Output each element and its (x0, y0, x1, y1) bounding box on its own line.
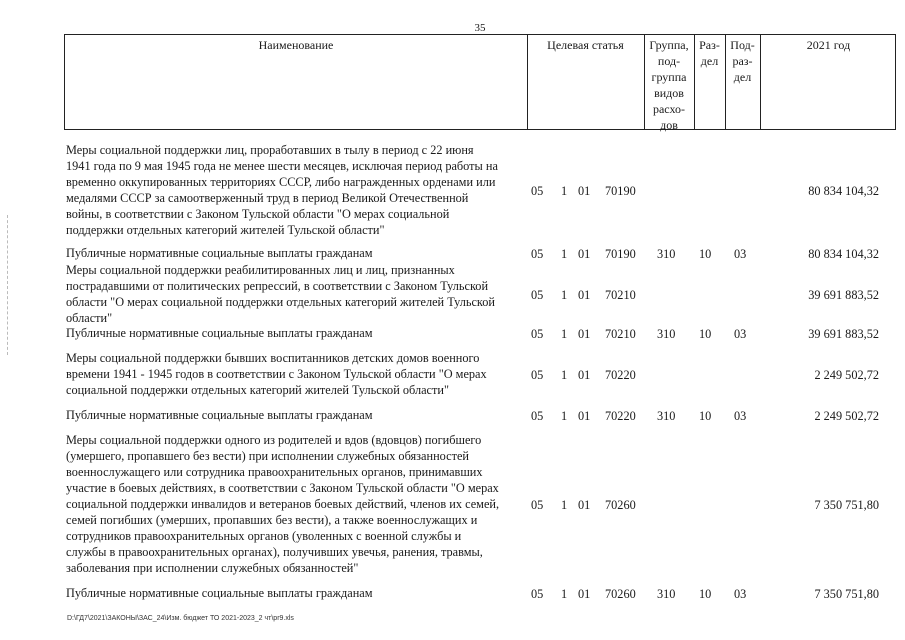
row-name-line: Меры социальной поддержки лиц, проработавших в тылу в период с 22 июня (66, 143, 474, 157)
table-header (64, 34, 896, 130)
scan-margin-mark (7, 215, 10, 355)
page-number: 35 (474, 22, 486, 34)
table-row (64, 585, 896, 601)
table-row (64, 262, 896, 326)
code-program: 05 (531, 498, 544, 512)
amount-2021: 7 350 751,80 (814, 498, 879, 512)
header-group-line: под- (657, 54, 681, 68)
row-name-line: Публичные нормативные социальные выплаты гражданам (66, 246, 373, 260)
code-direction: 70260 (605, 498, 636, 512)
code-section: 10 (699, 587, 712, 601)
code-section: 10 (699, 409, 712, 423)
header-group (644, 35, 694, 132)
code-expense-group: 310 (657, 247, 676, 261)
code-program: 05 (531, 409, 544, 423)
row-name-line: поддержки отдельных категорий жителей Тульской области" (66, 223, 385, 237)
code-direction: 70220 (605, 409, 636, 423)
header-group-line: Группа, (649, 38, 689, 52)
amount-2021: 80 834 104,32 (808, 184, 879, 198)
code-subprogram: 1 (561, 409, 568, 423)
header-section (694, 35, 725, 129)
code-program: 05 (531, 368, 544, 382)
row-name-line: Меры социальной поддержки одного из родителей и вдов (вдовцов) погибшего (66, 433, 482, 447)
row-name-line: Меры социальной поддержки бывших воспитанников детских домов военного (66, 351, 480, 365)
row-name-line: пострадавшими от политических репрессий, в соответствии с Законом Тульской (66, 279, 489, 293)
code-direction: 70220 (605, 368, 636, 382)
file-path-footer: D:\ГД7\2021\ЗАКОНЫ\ЗАС_24\Изм. бюджет ТО 2021-2023_2 чт\pr9.xls (67, 615, 294, 622)
header-subsection-line: раз- (732, 54, 753, 68)
code-subsection: 03 (734, 409, 747, 423)
code-main-activity: 01 (578, 409, 591, 423)
code-subprogram: 1 (561, 498, 568, 512)
code-direction: 70260 (605, 587, 636, 601)
code-program: 05 (531, 247, 544, 261)
row-name-line: времени 1941 - 1945 годов в соответствии с Законом Тульской области "О мерах (66, 367, 487, 381)
row-name-line: заболевания при исполнении служебных обязанностей" (66, 561, 359, 575)
row-name-line: участие в боевых действиях, в соответствии с Законом Тульской области "О мерах (66, 481, 499, 495)
row-name-line: (умершего, пропавшего без вести) при исполнении служебных обязанностей (66, 449, 469, 463)
row-name-line: службы в правоохранительных органах), получивших увечья, ранения, травмы, (66, 545, 483, 559)
row-name-line: войны, в соответствии с Законом Тульской области "О мерах социальной (66, 207, 450, 221)
code-main-activity: 01 (578, 184, 591, 198)
amount-2021: 39 691 883,52 (808, 327, 879, 341)
header-subsection (725, 35, 760, 129)
code-expense-group: 310 (657, 327, 676, 341)
code-expense-group: 310 (657, 587, 676, 601)
code-direction: 70210 (605, 288, 636, 302)
header-subsection-line: дел (733, 70, 752, 84)
amount-2021: 2 249 502,72 (814, 368, 879, 382)
amount-2021: 80 834 104,32 (808, 247, 879, 261)
row-name (66, 585, 524, 601)
header-target: Целевая статья (547, 38, 624, 52)
code-main-activity: 01 (578, 587, 591, 601)
code-program: 05 (531, 184, 544, 198)
row-name (66, 245, 524, 261)
header-section-line: дел (700, 54, 719, 68)
header-group-line: группа (651, 70, 687, 84)
row-name-line: социальной поддержки отдельных категорий жителей Тульской области" (66, 383, 449, 397)
code-subprogram: 1 (561, 368, 568, 382)
header-group-line: расхо- (652, 102, 686, 116)
row-name-line: социальной поддержки инвалидов и ветеранов боевых действий, членов их семей, (66, 497, 500, 511)
table-row (64, 325, 896, 341)
row-name-line: военнослужащего или сотрудника правоохранительных органов, принимавших (66, 465, 483, 479)
row-name-line: Публичные нормативные социальные выплаты гражданам (66, 326, 373, 340)
header-section-line: Раз- (699, 38, 720, 52)
amount-2021: 7 350 751,80 (814, 587, 879, 601)
code-main-activity: 01 (578, 498, 591, 512)
row-name (66, 142, 524, 238)
code-subsection: 03 (734, 587, 747, 601)
code-section: 10 (699, 327, 712, 341)
header-group-line: дов (660, 118, 678, 132)
row-name-line: семей погибших (умерших, пропавших без вести), а также военнослужащих и (66, 513, 478, 527)
table-row (64, 142, 896, 238)
row-name-line: области "О мерах социальной поддержки отдельных категорий жителей Тульской (66, 295, 496, 309)
amount-2021: 39 691 883,52 (808, 288, 879, 302)
code-section: 10 (699, 247, 712, 261)
row-name-line: Публичные нормативные социальные выплаты гражданам (66, 408, 373, 422)
row-name-line: медалями СССР за самоотверженный труд в период Великой Отечественной (66, 191, 469, 205)
code-direction: 70190 (605, 247, 636, 261)
table-row (64, 350, 896, 398)
code-program: 05 (531, 327, 544, 341)
code-direction: 70190 (605, 184, 636, 198)
header-year: 2021 год (806, 38, 851, 52)
code-subprogram: 1 (561, 327, 568, 341)
code-main-activity: 01 (578, 247, 591, 261)
row-name (66, 262, 524, 326)
row-name (66, 432, 524, 576)
code-program: 05 (531, 587, 544, 601)
row-name (66, 325, 524, 341)
row-name-line: временно оккупированных территориях СССР, либо награжденных орденами или (66, 175, 496, 189)
code-subsection: 03 (734, 327, 747, 341)
row-name (66, 350, 524, 398)
table-row (64, 245, 896, 261)
row-name-line: сотрудников правоохранительных органов (уволенных с военной службы и (66, 529, 462, 543)
row-name-line: 1941 года по 9 мая 1945 года не менее шести месяцев, исключая период работы на (66, 159, 498, 173)
code-subprogram: 1 (561, 288, 568, 302)
row-name-line: Меры социальной поддержки реабилитированных лиц и лиц, признанных (66, 263, 455, 277)
header-name: Наименование (258, 38, 334, 52)
amount-2021: 2 249 502,72 (814, 409, 879, 423)
code-subprogram: 1 (561, 184, 568, 198)
table-row (64, 432, 896, 576)
code-subprogram: 1 (561, 587, 568, 601)
table-row (64, 407, 896, 423)
code-subprogram: 1 (561, 247, 568, 261)
header-group-line: видов (654, 86, 684, 100)
code-program: 05 (531, 288, 544, 302)
row-name-line: области" (66, 311, 113, 325)
code-main-activity: 01 (578, 327, 591, 341)
row-name (66, 407, 524, 423)
code-subsection: 03 (734, 247, 747, 261)
header-subsection-line: Под- (730, 38, 755, 52)
code-direction: 70210 (605, 327, 636, 341)
code-main-activity: 01 (578, 288, 591, 302)
code-main-activity: 01 (578, 368, 591, 382)
code-expense-group: 310 (657, 409, 676, 423)
row-name-line: Публичные нормативные социальные выплаты гражданам (66, 586, 373, 600)
